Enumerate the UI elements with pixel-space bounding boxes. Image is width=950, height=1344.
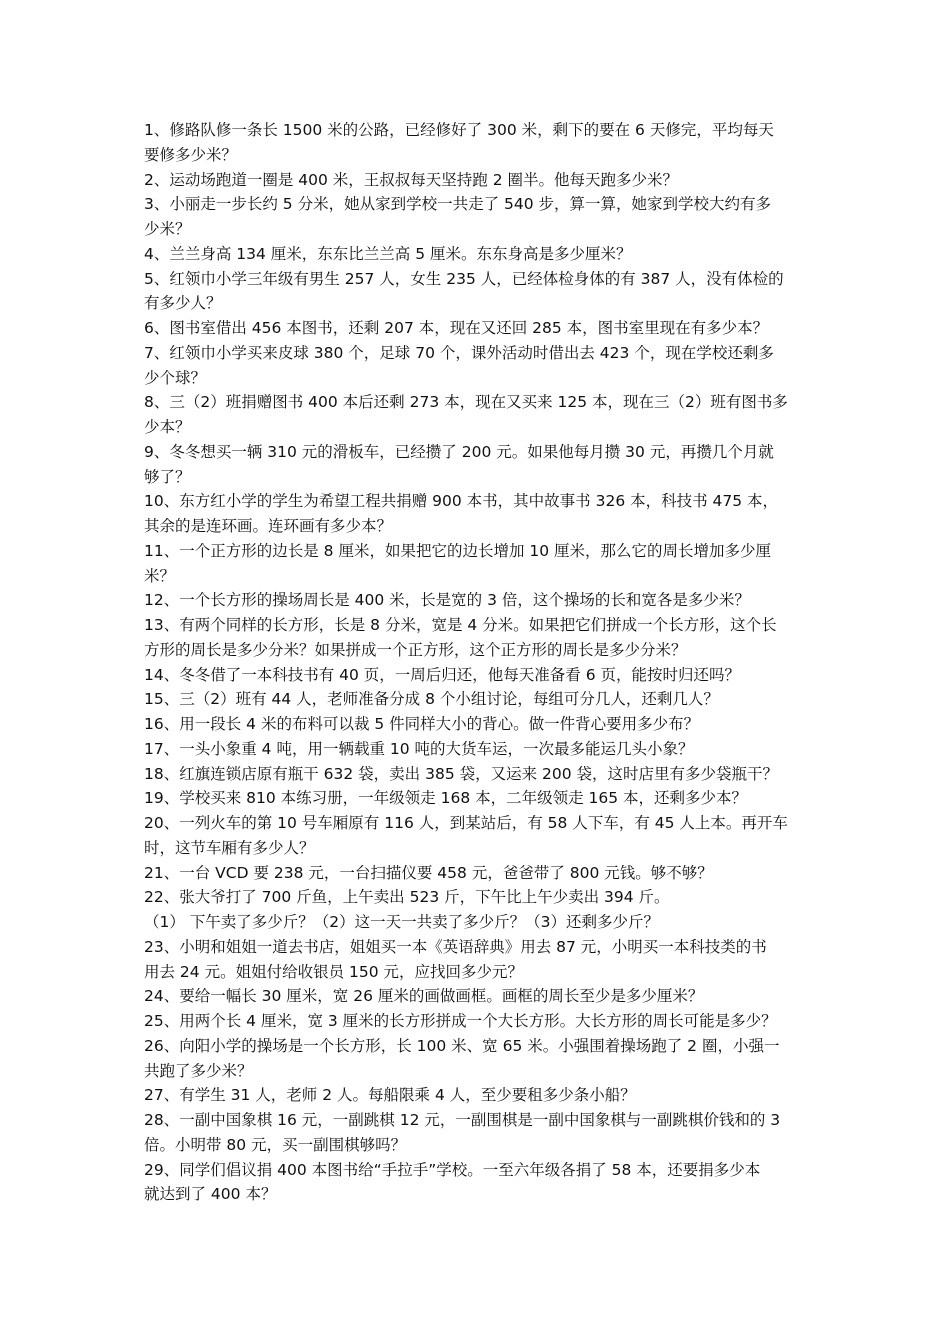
text-line: 1、修路队修一条长 1500 米的公路，已经修好了 300 米，剩下的要在 6 天修完，平均每天	[144, 121, 774, 139]
text-line: 9、冬冬想买一辆 310 元的滑板车，已经攒了 200 元。如果他每月攒 30 元，再攒几个月就	[144, 442, 774, 461]
text-line: 8、三（2）班捐赠图书 400 本后还剩 273 本，现在又买来 125 本，现在三（2）班有图书多	[144, 393, 788, 412]
text-line: 有多少人？	[144, 294, 222, 313]
text-line: 其余的是连环画。连环画有多少本？	[144, 517, 393, 535]
text-line: 6、图书室借出 456 本图书，还剩 207 本，现在又还回 285 本，图书室里现在有多少本？	[144, 319, 769, 337]
text-line: 少本？	[144, 418, 191, 436]
text-line: 29、同学们倡议捐 400 本图书给“手拉手”学校。一至六年级各捐了 58 本，还要捐多少本	[144, 1160, 761, 1179]
text-line: 19、学校买来 810 本练习册，一年级领走 168 本，二年级领走 165 本，还剩多少本？	[144, 789, 748, 808]
text-line: 共跑了多少米？	[144, 1061, 253, 1080]
text-line: 16、用一段长 4 米的布料可以裁 5 件同样大小的背心。做一件背心要用多少布？	[144, 715, 700, 733]
text-line: 14、冬冬借了一本科技书有 40 页，一周后归还，他每天准备看 6 页，能按时归还吗？	[144, 665, 741, 684]
text-line: 2、运动场跑道一圈是 400 米，王叔叔每天坚持跑 2 圈半。他每天跑多少米？	[144, 170, 679, 189]
text-line: 方形的周长是多少分米？如果拼成一个正方形，这个正方形的周长是多少分米？	[144, 640, 687, 659]
text-line: 少米？	[144, 220, 191, 238]
text-line: 就达到了 400 本？	[144, 1185, 277, 1204]
text-line: 7、红领巾小学买来皮球 380 个，足球 70 个，课外活动时借出去 423 个，现在学校还剩多	[144, 343, 774, 362]
text-line: 米？	[144, 566, 176, 585]
text-line: 26、向阳小学的操场是一个长方形，长 100 米、宽 65 米。小强围着操场跑了 2 圈，小强一	[144, 1036, 780, 1055]
text-line: 28、一副中国象棋 16 元，一副跳棋 12 元，一副围棋是一副中国象棋与一副跳棋价钱和的 3	[144, 1111, 781, 1129]
text-line: 12、一个长方形的操场周长是 400 米，长是宽的 3 倍，这个操场的长和宽各是多少米？	[144, 591, 750, 610]
text-line: 少个球？	[144, 368, 207, 387]
text-line: 23、小明和姐姐一道去书店，姐姐买一本《英语辞典》用去 87 元，小明买一本科技类的书	[144, 937, 767, 956]
text-line: 24、要给一幅长 30 厘米，宽 26 厘米的画做画框。画框的周长至少是多少厘米？	[144, 987, 704, 1006]
text-line: 13、有两个同样的长方形，长是 8 分米，宽是 4 分米。如果把它们拼成一个长方形，这个长	[144, 616, 777, 634]
text-line: 27、有学生 31 人，老师 2 人。每船限乘 4 人，至少要租多少条小船？	[144, 1086, 636, 1105]
problem-list	[144, 118, 814, 1207]
text-line: 10、东方红小学的学生为希望工程共捐赠 900 本书，其中故事书 326 本，科技书 475 本，	[144, 492, 779, 511]
text-line: 倍。小明带 80 元，买一副围棋够吗？	[144, 1135, 407, 1154]
text-line: 用去 24 元。姐姐付给收银员 150 元，应找回多少元？	[144, 962, 524, 981]
text-line: 15、三（2）班有 44 人，老师准备分成 8 个小组讨论，每组可分几人，还剩几人？	[144, 690, 719, 709]
text-line: 4、兰兰身高 134 厘米，东东比兰兰高 5 厘米。东东身高是多少厘米？	[144, 244, 632, 263]
text-line: 11、一个正方形的边长是 8 厘米，如果把它的边长增加 10 厘米，那么它的周长增加多少厘	[144, 541, 772, 560]
text-line: 22、张大爷打了 700 斤鱼，上午卖出 523 斤，下午比上午少卖出 394 斤。	[144, 888, 670, 907]
text-line: 20、一列火车的第 10 号车厢原有 116 人，到某站后，有 58 人下车，有 45 人上本。再开车	[144, 814, 788, 832]
text-line: 3、小丽走一步长约 5 分米，她从家到学校一共走了 540 步，算一算，她家到学校大约有多	[144, 195, 772, 214]
text-line: 21、一台 VCD 要 238 元，一台扫描仪要 458 元，爸爸带了 800 元钱。够不够？	[144, 863, 713, 882]
text-line: 要修多少米？	[144, 145, 238, 164]
text-line: 够了？	[144, 467, 191, 486]
text-line: 25、用两个长 4 厘米，宽 3 厘米的长方形拼成一个大长方形。大长方形的周长可能是多少？	[144, 1012, 777, 1030]
text-line: 5、红领巾小学三年级有男生 257 人，女生 235 人，已经体检身体的有 387 人，没有体检的	[144, 269, 784, 288]
text-line: （1） 下午卖了多少斤？（2）这一天一共卖了多少斤？（3）还剩多少斤？	[144, 913, 660, 931]
text-line: 17、一头小象重 4 吨，用一辆载重 10 吨的大货车运，一次最多能运几头小象？	[144, 739, 694, 758]
text-line: 时，这节车厢有多少人？	[144, 838, 315, 857]
text-line: 18、红旗连锁店原有瓶干 632 袋，卖出 385 袋，又运来 200 袋，这时店里有多少袋瓶干？	[144, 764, 779, 783]
